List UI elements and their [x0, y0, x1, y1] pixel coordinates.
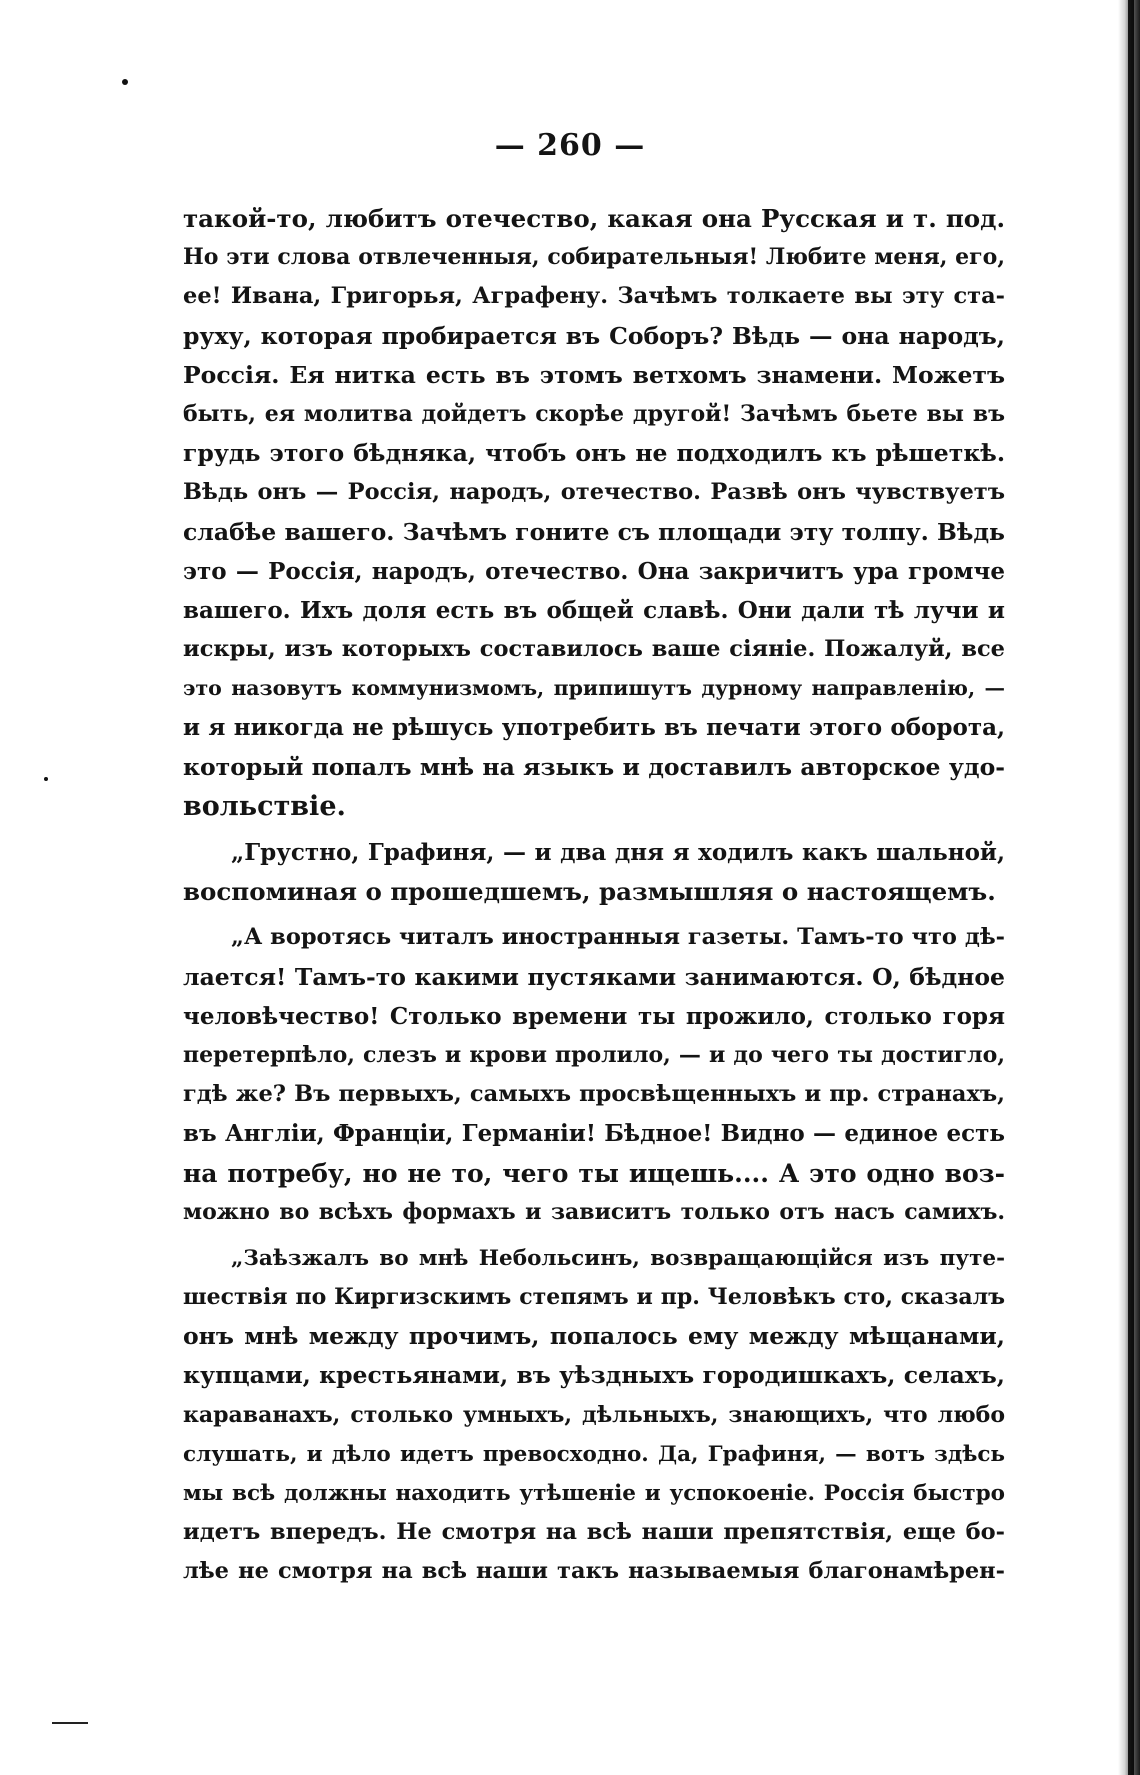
- body-text: [183, 199, 1005, 1592]
- text-line: идетъ впередъ. Не смотря на всѣ наши препятствія, еще бо-: [183, 1519, 1005, 1546]
- text-line: купцами, крестьянами, въ уѣздныхъ городишкахъ, селахъ,: [183, 1361, 1005, 1390]
- text-line: грудь этого бѣдняка, чтобъ онъ не подходилъ къ рѣшеткѣ.: [183, 439, 1005, 468]
- page-number: — 260 —: [494, 128, 646, 163]
- text-line: воспоминая о прошедшемъ, размышляя о настоящемъ.: [183, 877, 996, 907]
- text-line: „А воротясь читалъ иностранныя газеты. Тамъ-то что дѣ-: [231, 924, 1005, 951]
- text-line: лается! Тамъ-то какими пустяками занимаются. О, бѣдное: [183, 962, 1005, 991]
- text-line: въ Англіи, Франціи, Германіи! Бѣдное! Видно — единое есть: [183, 1120, 1005, 1148]
- margin-rule: [52, 1722, 88, 1724]
- text-line: Но эти слова отвлеченныя, собирательныя! Любите меня, его,: [183, 244, 1005, 271]
- text-line: „Грустно, Графиня, — и два дня я ходилъ какъ шальной,: [231, 839, 1005, 866]
- text-line: слабѣе вашего. Зачѣмъ гоните съ площади эту толпу. Вѣдь: [183, 517, 1005, 546]
- text-line: гдѣ же? Въ первыхъ, самыхъ просвѣщенныхъ и пр. странахъ,: [183, 1081, 1005, 1108]
- text-line: на потребу, но не то, чего ты ищешь.... А это одно воз-: [183, 1158, 1005, 1188]
- text-line: можно во всѣхъ формахъ и зависитъ только отъ насъ самихъ.: [183, 1198, 1005, 1225]
- text-line: и я никогда не рѣшусь употребить въ печати этого оборота,: [183, 714, 1005, 742]
- text-line: шествія по Киргизскимъ степямъ и пр. Человѣкъ сто, сказалъ: [183, 1284, 1005, 1311]
- text-line: онъ мнѣ между прочимъ, попалось ему между мѣщанами,: [183, 1322, 1005, 1351]
- scan-edge-streak: [1128, 0, 1134, 1775]
- text-line: искры, изъ которыхъ составилось ваше сіяніе. Пожалуй, все: [183, 636, 1005, 663]
- text-line: „Заѣзжалъ во мнѣ Небольсинъ, возвращающійся изъ путе-: [231, 1245, 1005, 1271]
- text-line: быть, ея молитва дойдетъ скорѣе другой! Зачѣмъ бьете вы въ: [183, 400, 1005, 427]
- text-line: это — Россія, народъ, отечество. Она закричитъ ура громче: [183, 557, 1005, 585]
- text-line: это назовутъ коммунизмомъ, припишутъ дурному направленію, —: [183, 676, 1005, 701]
- text-line: человѣчество! Столько времени ты прожило, столько горя: [183, 1002, 1005, 1030]
- text-line: ее! Ивана, Григорья, Аграфену. Зачѣмъ толкаете вы эту ста-: [183, 283, 1005, 310]
- text-line: лѣе не смотря на всѣ наши такъ называемыя благонамѣрен-: [183, 1558, 1005, 1585]
- text-line: вашего. Ихъ доля есть въ общей славѣ. Они дали тѣ лучи и: [183, 596, 1005, 624]
- text-line: такой-то, любитъ отечество, какая она Русская и т. под.: [183, 204, 1005, 233]
- scan-speck: [122, 79, 128, 85]
- text-line: руху, которая пробирается въ Соборъ? Вѣдь — она народъ,: [183, 321, 1005, 350]
- text-line: Вѣдь онъ — Россія, народъ, отечество. Развѣ онъ чувствуетъ: [183, 479, 1005, 506]
- text-line: караванахъ, столько умныхъ, дѣльныхъ, знающихъ, что любо: [183, 1401, 1005, 1428]
- text-line: вольствіе.: [183, 790, 346, 822]
- text-line: Россія. Ея нитка есть въ этомъ ветхомъ знамени. Можетъ: [183, 360, 1005, 389]
- text-line: мы всѣ должны находить утѣшеніе и успокоеніе. Россія быстро: [183, 1481, 1005, 1506]
- text-line: слушать, и дѣло идетъ превосходно. Да, Графиня, — вотъ здѣсь: [183, 1441, 1005, 1467]
- scan-speck: [44, 777, 48, 781]
- text-line: перетерпѣло, слезъ и крови пролило, — и до чего ты достигло,: [183, 1041, 1005, 1068]
- text-line: который попалъ мнѣ на языкъ и доставилъ авторское удо-: [183, 752, 1005, 781]
